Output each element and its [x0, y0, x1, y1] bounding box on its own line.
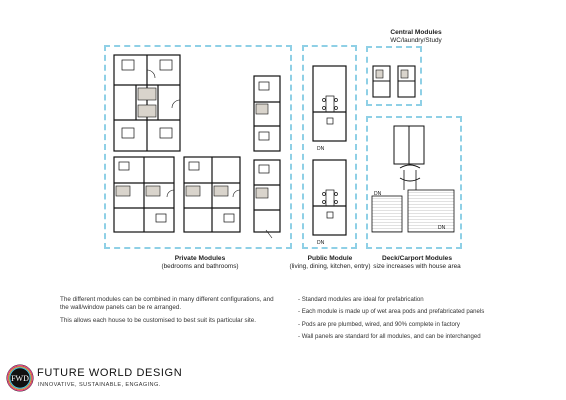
company-tagline: INNOVATIVE, SUSTAINABLE, ENGAGING. — [38, 382, 161, 388]
company-name: FUTURE WORLD DESIGN — [37, 367, 183, 379]
central-modules-subtitle: WC/laundry/Study — [390, 37, 442, 45]
description-block — [60, 296, 275, 331]
logo-mark-text: FWD — [11, 374, 29, 383]
central-modules-caption — [368, 29, 464, 45]
public-dn-label-1: DN — [317, 146, 325, 152]
private-modules-caption — [140, 255, 260, 271]
fwd-logo-mark — [5, 363, 35, 393]
deck-modules-caption — [363, 255, 471, 271]
feature-bullets — [298, 296, 538, 346]
bullet-item: - Pods are pre plumbed, wired, and 90% complete in factory — [298, 320, 460, 328]
public-module-subtitle: (living, dining, kitchen, entry) — [289, 263, 371, 271]
description-paragraph-1: The different modules can be combined in many different configurations, and the wall/window panels can be re arranged. — [60, 296, 274, 312]
bullet-item: - Each module is made up of wet area pods and prefabricated panels — [298, 308, 485, 316]
public-dn-label-2: DN — [317, 240, 325, 246]
deck-dn-label-2: DN — [438, 225, 446, 231]
central-modules-title: Central Modules — [390, 29, 442, 36]
deck-modules-title: Deck/Carport Modules — [382, 255, 452, 262]
private-modules-title: Private Modules — [174, 255, 226, 262]
bullet-item: - Standard modules are ideal for prefabrication — [298, 296, 424, 303]
description-paragraph-2: This allows each house to be customised to best suit its particular site. — [60, 317, 256, 325]
private-modules-subtitle: (bedrooms and bathrooms) — [161, 263, 239, 271]
public-module-title: Public Module — [307, 255, 353, 262]
bullet-item: - Wall panels are standard for all modules, and can be interchanged — [298, 333, 481, 341]
deck-modules-subtitle: size increases with house area — [373, 263, 461, 271]
deck-dn-label-1: DN — [374, 191, 382, 197]
public-module-caption — [285, 255, 375, 271]
